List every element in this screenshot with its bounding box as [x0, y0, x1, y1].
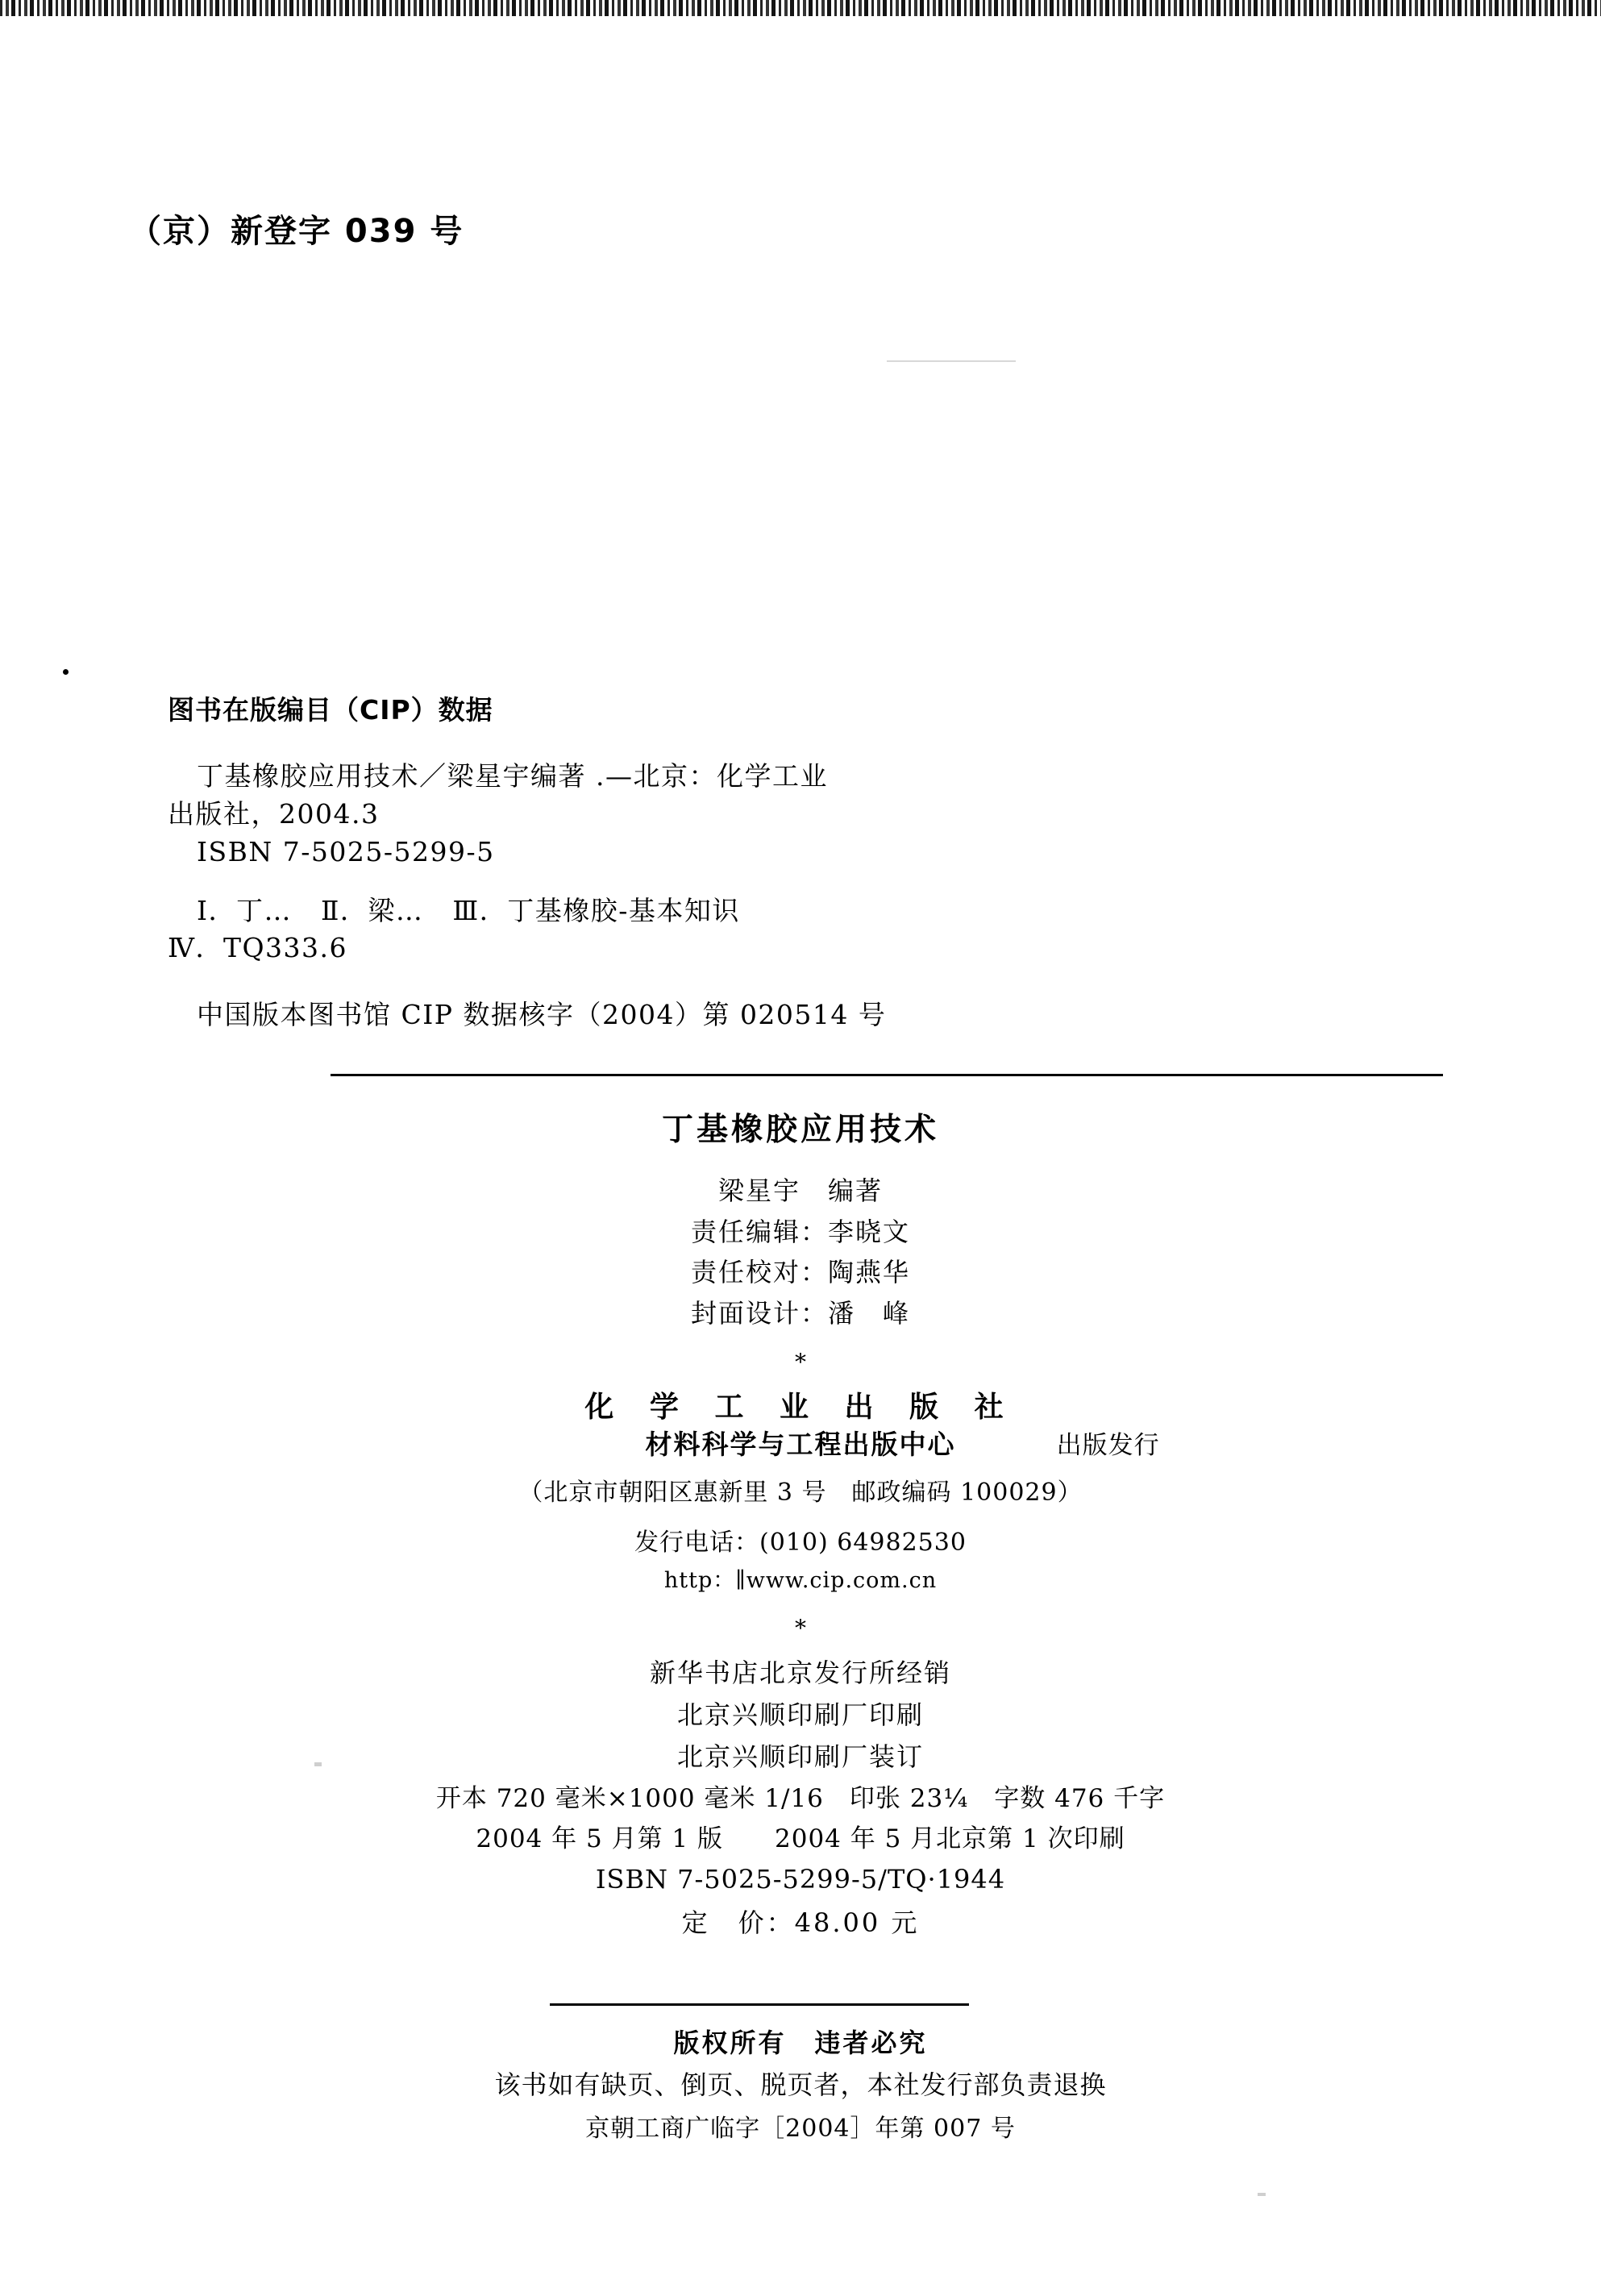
author-line: 梁星宇 编著: [717, 1175, 883, 1206]
cover-designer-line: 封面设计：潘 峰: [690, 1297, 910, 1329]
copyright-notice: 版权所有 违者必究: [673, 2028, 928, 2058]
scan-artifact-dot: [63, 669, 69, 675]
cip-line-cn-class: Ⅳ．TQ333.6: [168, 932, 348, 964]
book-specs-line: 开本 720 毫米×1000 毫米 1/16 印张 23¼ 字数 476 千字: [435, 1783, 1166, 1813]
footer-block: [0, 2024, 1601, 2151]
colophon-block: [0, 1104, 1601, 1945]
publisher-name: 化 学 工 业 出 版 社: [584, 1391, 1017, 1425]
cip-line-publisher: 出版社，2004.3: [168, 797, 380, 830]
cip-line-title: 丁基橡胶应用技术／梁星宇编著 .—北京：化学工业: [197, 760, 828, 792]
publisher-url: http：∥www.cip.com.cn: [663, 1568, 938, 1594]
binder-line: 北京兴顺印刷厂装订: [676, 1741, 924, 1772]
divider-top: [331, 1074, 1443, 1076]
edition-line: 2004 年 5 月第 1 版 2004 年 5 月北京第 1 次印刷: [476, 1824, 1125, 1853]
price-line: 定 价：48.00 元: [681, 1907, 920, 1938]
return-policy-note: 该书如有缺页、倒页、脱页者，本社发行部负责退换: [494, 2069, 1107, 2100]
scan-artifact-tick: [887, 360, 1016, 362]
publisher-address: （北京市朝阳区惠新里 3 号 邮政编码 100029）: [518, 1479, 1083, 1508]
scan-speck-b: [1258, 2193, 1266, 2196]
star-separator-1: *: [795, 1349, 806, 1376]
scan-speck-a: [314, 1762, 322, 1766]
advertising-license: 京朝工商广临字［2004］年第 007 号: [585, 2115, 1016, 2143]
cip-spacer-1: [168, 871, 1377, 892]
distributor-line: 新华书店北京发行所经销: [649, 1658, 951, 1689]
cip-block: [168, 689, 1377, 1034]
publisher-phone: 发行电话：(010) 64982530: [634, 1529, 967, 1558]
proofreader-line: 责任校对：陶燕华: [690, 1257, 910, 1288]
editor-line: 责任编辑：李晓文: [690, 1216, 910, 1247]
publisher-issue-label: 出版发行: [1056, 1431, 1160, 1461]
cip-heading: 图书在版编目（CIP）数据: [168, 694, 493, 726]
star-separator-2: *: [795, 1615, 806, 1642]
cip-line-isbn: ISBN 7-5025-5299-5: [197, 835, 495, 867]
publisher-center: 材料科学与工程出版中心: [645, 1429, 956, 1461]
printer-line: 北京兴顺印刷厂印刷: [676, 1699, 924, 1730]
cip-line-registry: 中国版本图书馆 CIP 数据核字（2004）第 020514 号: [197, 999, 887, 1031]
book-title: 丁基橡胶应用技术: [661, 1112, 939, 1148]
publisher-group: [584, 1387, 1160, 1462]
cip-spacer-2: [168, 967, 1377, 996]
registration-number: （京）新登字 039 号: [129, 213, 464, 250]
divider-bottom: [550, 2003, 969, 2006]
cip-line-classification: Ⅰ．丁… Ⅱ．梁… Ⅲ．丁基橡胶-基本知识: [197, 894, 740, 926]
isbn-line: ISBN 7-5025-5299-5/TQ·1944: [595, 1864, 1006, 1895]
